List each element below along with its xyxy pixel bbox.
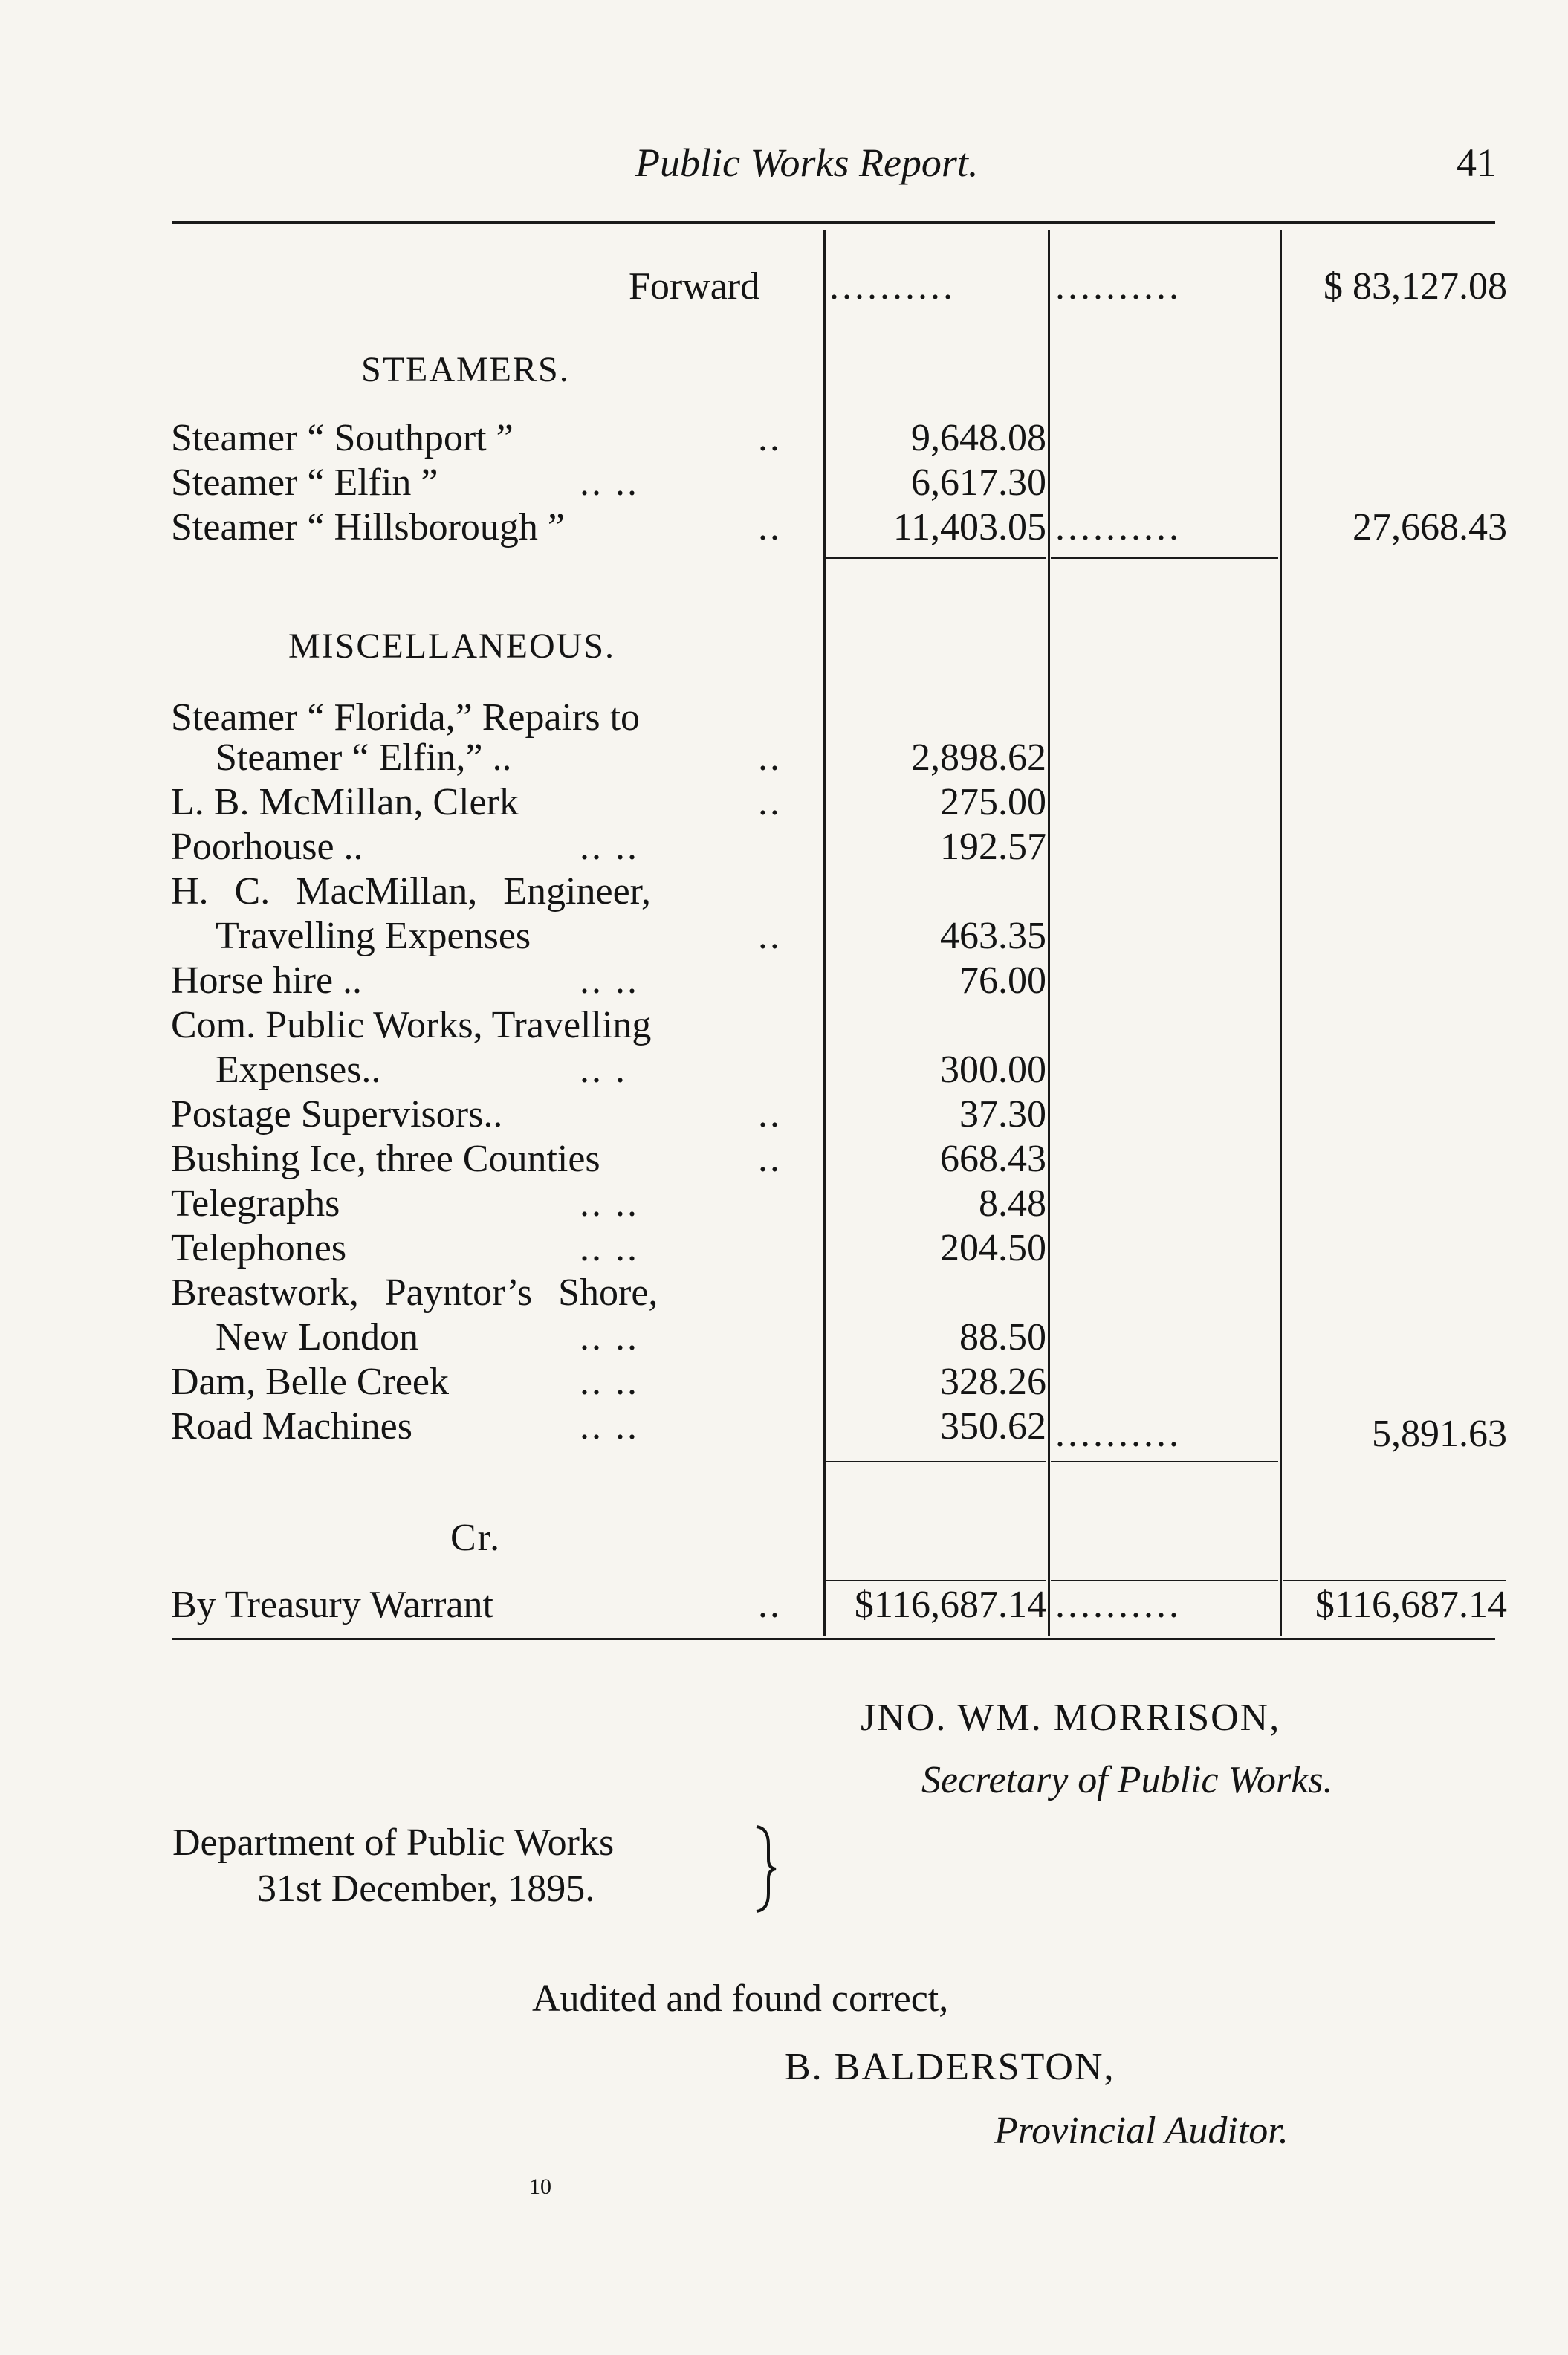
misc-row-label: Poorhouse .. (171, 826, 363, 868)
credit-total: $116,687.14 (1315, 1584, 1507, 1626)
misc-row-amount: 8.48 (979, 1182, 1046, 1225)
misc-row-amount: 204.50 (940, 1227, 1046, 1269)
auditor-title: Provincial Auditor. (994, 2110, 1289, 2152)
misc-row-dots: .. .. (580, 1227, 639, 1269)
auditor-name: B. BALDERSTON, (785, 2046, 1115, 2088)
misc-row-amount: 88.50 (959, 1316, 1046, 1358)
misc-row-dots: .. .. (580, 959, 639, 1002)
steamer-row-dots: .. .. (580, 461, 639, 504)
top-rule (172, 221, 1495, 224)
misc-row-dots: .. (758, 915, 782, 957)
misc-row-label: Telephones (171, 1227, 347, 1269)
misc-row-dots: .. (758, 1138, 782, 1180)
misc-subtotal-rule (826, 1461, 1046, 1462)
misc-row-dots: .. (758, 736, 782, 779)
misc-row-dots: .. .. (580, 826, 639, 868)
misc-row-label: Road Machines (171, 1405, 412, 1448)
misc-row-amount: 192.57 (940, 826, 1046, 868)
misc-row-label: Dam, Belle Creek (171, 1361, 449, 1403)
forward-label: Forward (629, 265, 760, 308)
signatory-title: Secretary of Public Works. (921, 1759, 1333, 1801)
misc-row-label: Expenses.. (216, 1049, 381, 1091)
signature-mark: 10 (529, 2174, 551, 2199)
credit-rule-col2 (1051, 1580, 1278, 1581)
steamers-subtotal-rule (826, 557, 1046, 559)
credit-col1-amount: $116,687.14 (854, 1584, 1046, 1626)
misc-row-dots: .. .. (580, 1182, 639, 1225)
steamers-leader: .......... (1055, 506, 1182, 548)
steamer-row-label: Steamer “ Hillsborough ” (171, 506, 565, 548)
misc-row-label: Telegraphs (171, 1182, 340, 1225)
misc-row-amount: 668.43 (940, 1138, 1046, 1180)
steamer-row-label: Steamer “ Elfin ” (171, 461, 438, 504)
misc-row-amount: 76.00 (959, 959, 1046, 1002)
credit-leader: .......... (1055, 1584, 1182, 1626)
section-heading-steamers: STEAMERS. (361, 350, 570, 389)
department-line: Department of Public Works (172, 1821, 615, 1864)
signatory-name: JNO. WM. MORRISON, (861, 1697, 1281, 1739)
misc-row-label: Horse hire .. (171, 959, 363, 1002)
forward-col1-dots: .......... (829, 265, 956, 308)
misc-col2-rule (1051, 1461, 1278, 1462)
misc-row-label: Com. Public Works, Travelling (171, 1004, 652, 1046)
misc-row-amount: 328.26 (940, 1361, 1046, 1403)
misc-row-label: New London (216, 1316, 418, 1358)
misc-total: 5,891.63 (1372, 1413, 1507, 1455)
credit-rule-col3 (1283, 1580, 1506, 1581)
steamer-row-amount: 11,403.05 (892, 506, 1046, 548)
misc-row-amount: 37.30 (959, 1093, 1046, 1136)
audit-statement: Audited and found correct, (532, 1977, 949, 2020)
misc-row-amount: 300.00 (940, 1049, 1046, 1091)
misc-row-amount: 350.62 (940, 1405, 1046, 1448)
misc-row-label: H. C. MacMillan, Engineer, (171, 870, 651, 913)
credit-label: By Treasury Warrant (171, 1584, 493, 1626)
steamer-row-dots: .. (758, 506, 782, 548)
steamer-row-dots: .. (758, 417, 782, 459)
bottom-rule (172, 1638, 1495, 1640)
misc-row-dots: .. (758, 781, 782, 823)
forward-total: $ 83,127.08 (1324, 265, 1507, 308)
misc-row-dots: .. . (580, 1049, 627, 1091)
steamers-total: 27,668.43 (1352, 506, 1507, 548)
misc-row-amount: 275.00 (940, 781, 1046, 823)
forward-col2-dots: .......... (1055, 265, 1182, 308)
misc-row-dots: .. .. (580, 1405, 639, 1448)
misc-row-label: L. B. McMillan, Clerk (171, 781, 519, 823)
section-heading-credit: Cr. (450, 1517, 502, 1559)
credit-rule-col1 (826, 1580, 1046, 1581)
steamer-row-amount: 6,617.30 (911, 461, 1046, 504)
column-divider-2 (1048, 230, 1050, 1636)
misc-row-label: Bushing Ice, three Counties (171, 1138, 600, 1180)
credit-dots: .. (758, 1584, 782, 1626)
misc-row-label: Postage Supervisors.. (171, 1093, 503, 1136)
page-number: 41 (1457, 140, 1497, 185)
misc-row-label: Travelling Expenses (216, 915, 531, 957)
misc-row-amount: 2,898.62 (911, 736, 1046, 779)
department-date: 31st December, 1895. (257, 1868, 595, 1910)
misc-row-dots: .. (758, 1093, 782, 1136)
misc-row-amount: 463.35 (940, 915, 1046, 957)
misc-row-label: Steamer “ Florida,” Repairs to (171, 696, 641, 739)
misc-row-dots: .. .. (580, 1361, 639, 1403)
misc-row-label: Breastwork, Payntor’s Shore, (171, 1272, 658, 1314)
brace-icon (751, 1824, 780, 1914)
misc-leader: .......... (1055, 1413, 1182, 1455)
section-heading-miscellaneous: MISCELLANEOUS. (288, 626, 616, 666)
steamer-row-amount: 9,648.08 (911, 417, 1046, 459)
steamers-col2-rule (1051, 557, 1278, 559)
steamer-row-label: Steamer “ Southport ” (171, 417, 514, 459)
misc-row-label: Steamer “ Elfin,” .. (216, 736, 512, 779)
page-header-title: Public Works Report. (635, 140, 979, 185)
misc-row-dots: .. .. (580, 1316, 639, 1358)
